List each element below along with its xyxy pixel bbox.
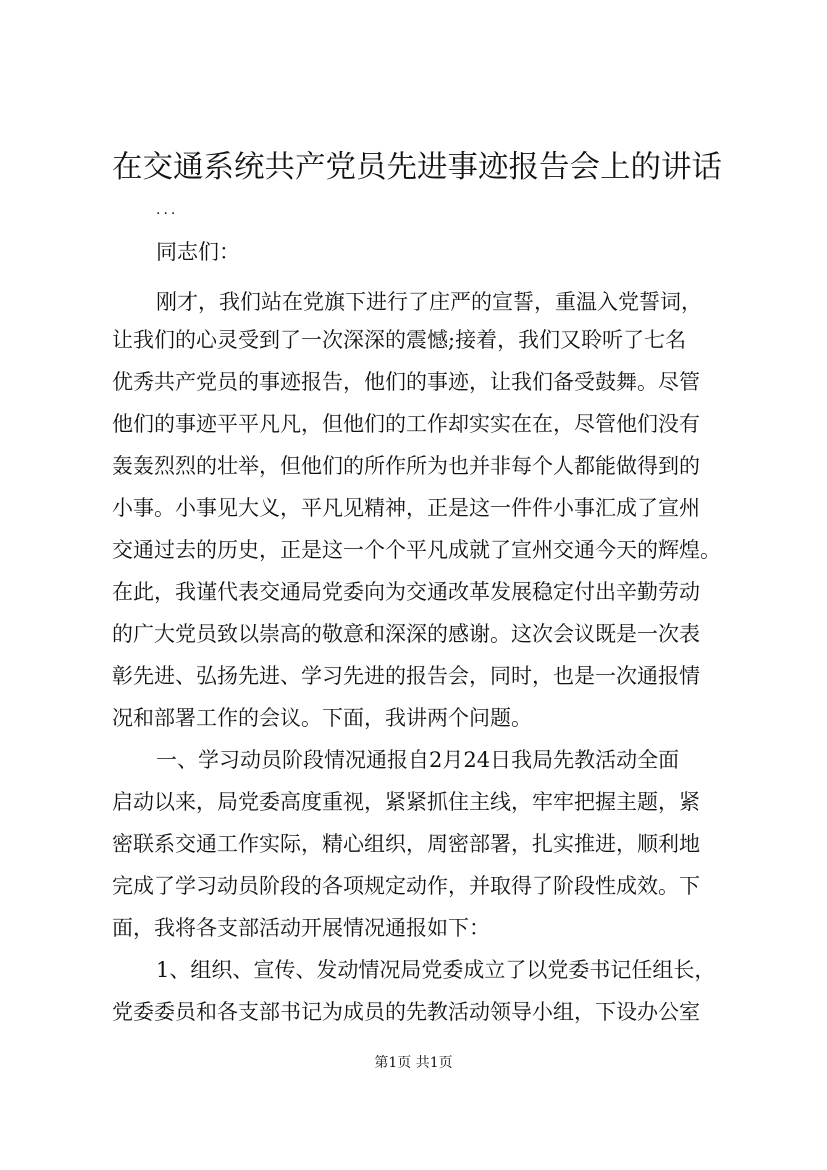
text-line: 刚才，我们站在党旗下进行了庄严的宣誓，重温入党誓词， — [156, 290, 702, 314]
text-line: 小事。小事见大义，平凡见精神，正是这一件件小事汇成了宣州 — [112, 496, 700, 520]
page-number: 第1页 共1页 — [374, 1055, 453, 1071]
text-line: 1、组织、宣传、发动情况局党委成立了以党委书记任组长， — [156, 958, 716, 982]
text-line: 让我们的心灵受到了一次深深的震憾;接着，我们又聆听了七名 — [112, 328, 687, 352]
text-line: 党委委员和各支部书记为成员的先教活动领导小组，下设办公室 — [112, 1000, 700, 1024]
text-line: 启动以来，局党委高度重视，紧紧抓住主线，牢牢把握主题，紧 — [112, 790, 700, 814]
text-line: 完成了学习动员阶段的各项规定动作，并取得了阶段性成效。下 — [112, 874, 700, 898]
text-line: 优秀共产党员的事迹报告，他们的事迹，让我们备受鼓舞。尽管 — [112, 370, 700, 394]
text-line: 同志们： — [156, 240, 240, 264]
text-line: 交通过去的历史，正是这一个个平凡成就了宣州交通今天的辉煌。 — [112, 538, 721, 562]
ellipsis: ... — [156, 202, 179, 218]
text-line: 况和部署工作的会议。下面，我讲两个问题。 — [112, 706, 532, 730]
text-line: 他们的事迹平平凡凡，但他们的工作却实实在在，尽管他们没有 — [112, 412, 700, 436]
text-line: 的广大党员致以崇高的敬意和深深的感谢。这次会议既是一次表 — [112, 622, 700, 646]
text-line: 面，我将各支部活动开展情况通报如下： — [112, 916, 490, 940]
text-line: 轰轰烈烈的壮举，但他们的所作所为也并非每个人都能做得到的 — [112, 454, 700, 478]
text-line: 彰先进、弘扬先进、学习先进的报告会，同时，也是一次通报情 — [112, 664, 700, 688]
text-line: 一、学习动员阶段情况通报自2月24日我局先教活动全面 — [156, 748, 680, 772]
document-title: 在交通系统共产党员先进事迹报告会上的讲话 — [112, 150, 722, 185]
text-line: 在此，我谨代表交通局党委向为交通改革发展稳定付出辛勤劳动 — [112, 580, 700, 604]
text-line: 密联系交通工作实际，精心组织，周密部署，扎实推进，顺利地 — [112, 832, 700, 856]
